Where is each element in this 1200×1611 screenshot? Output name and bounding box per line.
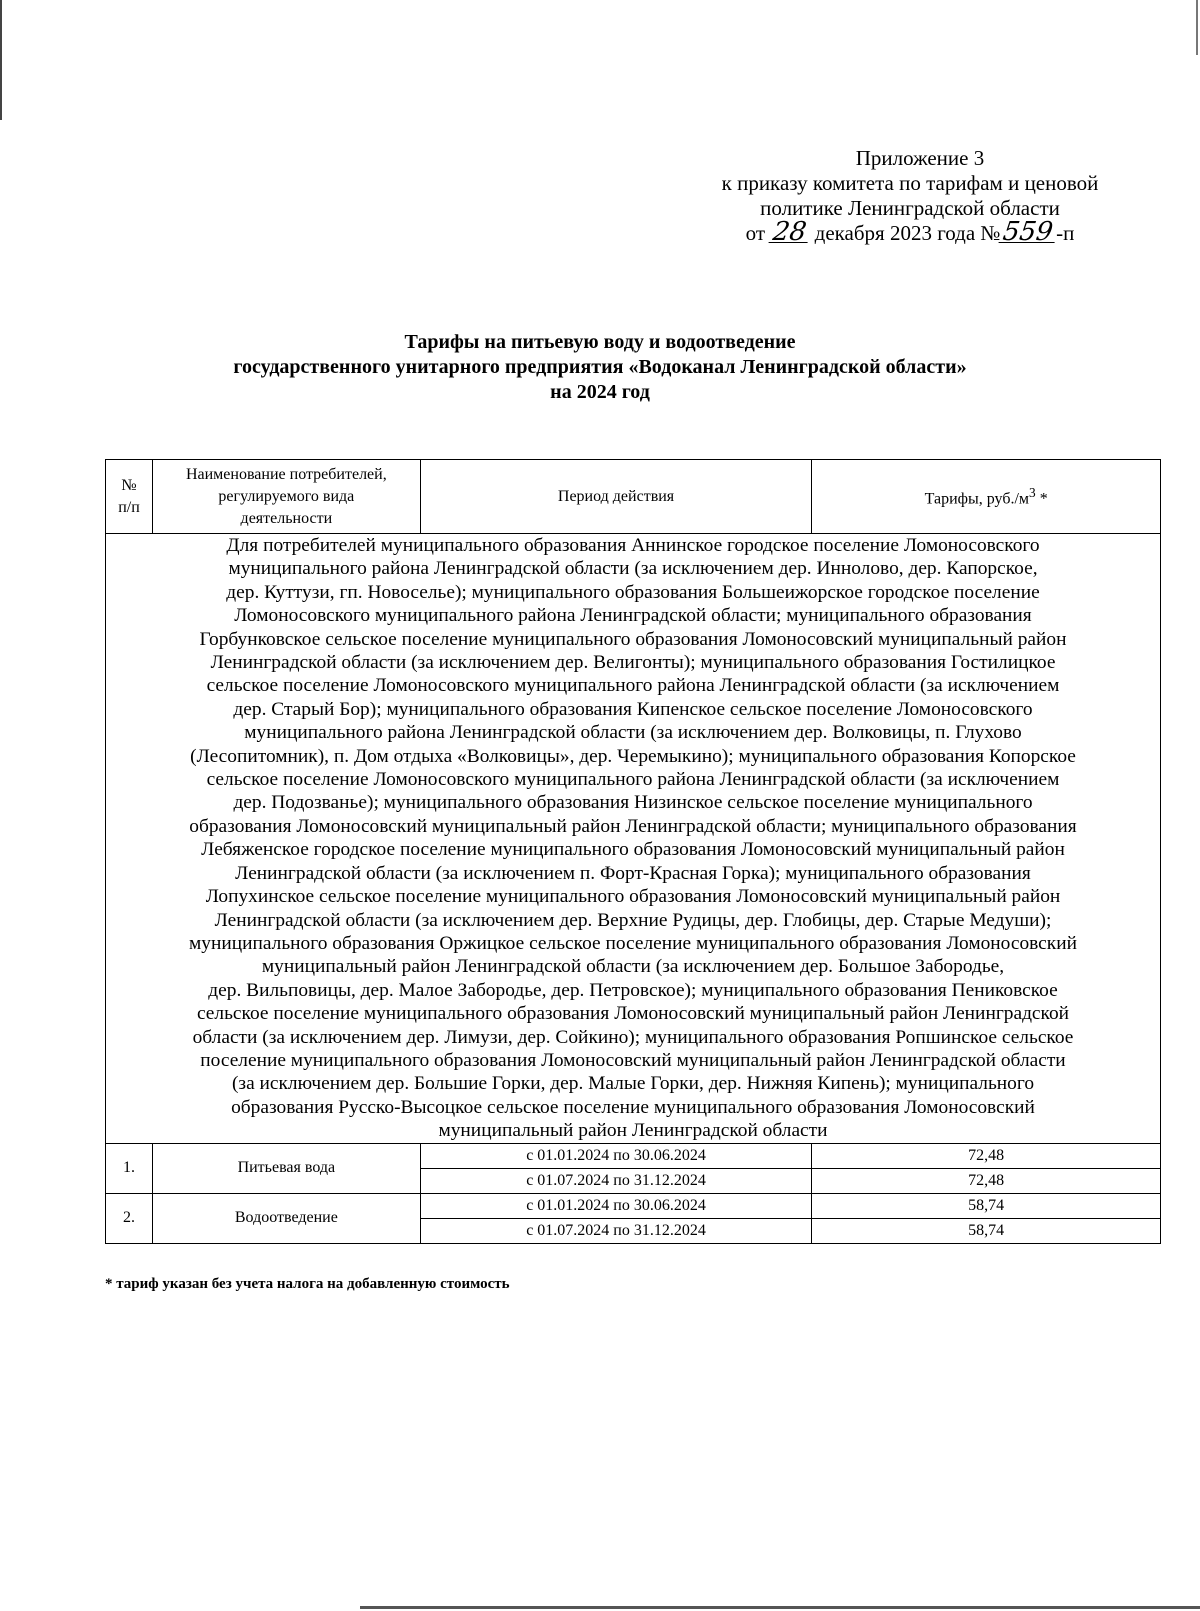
- tariff-cell: 72,48: [812, 1143, 1161, 1168]
- tariff-cell: 58,74: [812, 1193, 1161, 1218]
- consumers-description: [106, 534, 1161, 1144]
- consumers-line: дер. Подозванье); муниципального образования Низинское сельское поселение муниципального: [233, 792, 1033, 814]
- handwritten-day: 28: [769, 222, 811, 243]
- period-cell: с 01.07.2024 по 31.12.2024: [420, 1218, 812, 1243]
- consumers-line: Горбунковское сельское поселение муниципального образования Ломоносовский муниципальный район: [199, 628, 1067, 650]
- period-cell: с 01.01.2024 по 30.06.2024: [420, 1193, 812, 1218]
- consumers-line: муниципального образования Оржицкое сельское поселение муниципального образования Ломоносовский: [189, 932, 1077, 954]
- consumers-line: (за исключением дер. Большие Горки, дер. Малые Горки, дер. Нижняя Кипень); муниципального: [231, 1073, 1035, 1095]
- consumers-line: поселение муниципального образования Ломоносовский муниципальный район Ленинградской области: [200, 1049, 1066, 1071]
- row-number: 2.: [106, 1193, 153, 1243]
- document-title: [100, 330, 1100, 405]
- consumers-line: Ломоносовского муниципального района Ленинградской области; муниципального образования: [234, 605, 1032, 627]
- period-cell: с 01.07.2024 по 31.12.2024: [420, 1168, 812, 1193]
- consumers-line: муниципальный район Ленинградской области: [438, 1120, 828, 1142]
- appendix-order-reference: к приказу комитета по тарифам и ценовой: [721, 171, 1099, 195]
- consumers-line: Для потребителей муниципального образования Аннинское городское поселение Ломоносовского: [226, 535, 1040, 556]
- title-line: государственного унитарного предприятия «Водоканал Ленинградской области»: [233, 356, 967, 378]
- consumers-line: Ленинградской области (за исключением дер. Велигонты); муниципального образования Гостилицкое: [210, 652, 1056, 674]
- appendix-title: Приложение 3: [855, 146, 985, 170]
- consumers-line: Ленинградской области (за исключением п. Форт-Красная Горка); муниципального образования: [235, 862, 1031, 884]
- table-header-row: [106, 460, 1161, 534]
- title-line: Тарифы на питьевую воду и водоотведение: [404, 331, 796, 353]
- date-suffix: декабря 2023 года №: [814, 221, 1001, 245]
- appendix-date-line: [640, 217, 1180, 247]
- period-cell: с 01.01.2024 по 30.06.2024: [420, 1143, 812, 1168]
- service-name: Питьевая вода: [152, 1143, 420, 1193]
- scan-edge-mark: [360, 1606, 1200, 1609]
- date-prefix: от: [745, 221, 766, 245]
- handwritten-order-number: 559: [999, 222, 1058, 243]
- consumers-line: муниципальный район Ленинградской области (за исключением дер. Большое Забородье,: [261, 956, 1005, 978]
- scan-edge-mark: [1196, 0, 1198, 55]
- consumers-line: сельское поселение Ломоносовского муниципального района Ленинградской области (за исключением: [206, 769, 1060, 791]
- consumers-line: (Лесопитомник), п. Дом отдыха «Волковицы», дер. Черемыкино); муниципального образования Копорское: [190, 745, 1076, 767]
- table-row: [106, 1143, 1161, 1168]
- consumers-line: сельское поселение Ломоносовского муниципального района Ленинградской области (за исключением: [206, 675, 1060, 697]
- consumers-line: Лебяженское городское поселение муниципального образования Ломоносовский муниципальный район: [201, 839, 1065, 861]
- service-name: Водоотведение: [152, 1193, 420, 1243]
- tariff-cell: 72,48: [812, 1168, 1161, 1193]
- consumers-line: образования Русско-Высоцкое сельское поселение муниципального образования Ломоносовский: [231, 1096, 1035, 1118]
- title-line: на 2024 год: [550, 381, 650, 403]
- table-row: [106, 1193, 1161, 1218]
- consumers-line: образования Ломоносовский муниципальный район Ленинградской области; муниципального образования: [189, 815, 1077, 837]
- consumers-line: сельское поселение муниципального образования Ломоносовский муниципальный район Ленинградской: [196, 1003, 1070, 1025]
- consumers-line: муниципального района Ленинградской области (за исключением дер. Иннолово, дер. Капорское,: [228, 558, 1038, 580]
- appendix-header: [640, 146, 1180, 246]
- consumers-line: Лопухинское сельское поселение муниципального образования Ломоносовский муниципальный район: [205, 886, 1061, 908]
- header-tariff: Тарифы, $руб./м^3$ *: [812, 460, 1161, 534]
- header-consumer-name: Наименование потребителей, регулируемого вида деятельности: [152, 460, 420, 534]
- header-period: Период действия: [420, 460, 812, 534]
- consumers-line: дер. Вильповицы, дер. Малое Забородье, дер. Петровское); муниципального образования Пениковское: [208, 979, 1058, 1001]
- tariffs-table: [105, 459, 1161, 1244]
- header-number: № п/п: [106, 460, 153, 534]
- consumers-line: дер. Старый Бор); муниципального образования Кипенское сельское поселение Ломоносовского: [233, 698, 1033, 720]
- appendix-committee: политике Ленинградской области: [760, 196, 1060, 220]
- consumers-line: Ленинградской области (за исключением дер. Верхние Рудицы, дер. Глобицы, дер. Старые Медуши);: [214, 909, 1052, 931]
- consumers-row: [106, 534, 1161, 1144]
- consumers-line: дер. Куттузи, гп. Новоселье); муниципального образования Большеижорское городское поселение: [226, 581, 1040, 603]
- consumers-line: области (за исключением дер. Лимузи, дер. Сойкино); муниципального образования Ропшинское сельское: [192, 1026, 1074, 1048]
- scan-edge-mark: [0, 0, 2, 120]
- tariff-cell: 58,74: [812, 1218, 1161, 1243]
- order-suffix: -п: [1056, 221, 1075, 245]
- consumers-line: муниципального района Ленинградской области (за исключением дер. Волковицы, п. Глухово: [244, 722, 1022, 744]
- row-number: 1.: [106, 1143, 153, 1193]
- footnote: * тариф указан без учета налога на добавленную стоимость: [105, 1276, 510, 1292]
